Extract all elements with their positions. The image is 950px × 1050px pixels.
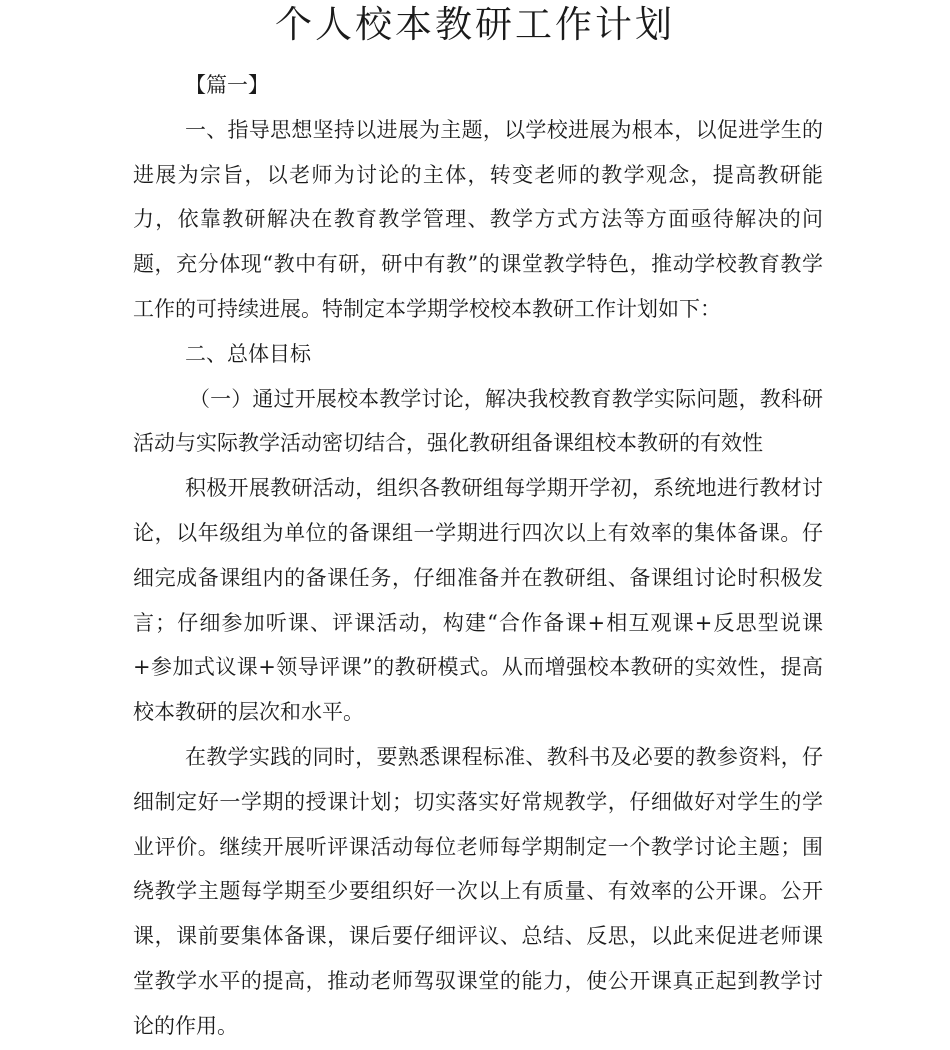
heading-overall-goals: 二、总体目标 — [185, 341, 311, 366]
paragraph-goal-one: （一）通过开展校本教学讨论，解决我校教育教学实际问题，教科研活动与实际教学活动密切结合，强化教研组备课组校本教研的有效性 — [133, 386, 823, 456]
document-title: 个人校本教研工作计划 — [275, 3, 675, 46]
paragraph-teaching-research-activities: 积极开展教研活动，组织各教研组每学期开学初，系统地进行教材讨论，以年级组为单位的备课组一学期进行四次以上有效率的集体备课。仔细完成备课组内的备课任务，仔细准备并在教研组、备课组讨论时积极发言；仔细参加听课、评课活动，构建“合作备课+相互观课+反思型说课+参加式议课+领导评课”的教研模式。从而增强校本教研的实效性，提高校本教研的层次和水平。 — [133, 476, 823, 725]
section-label: 【篇一】 — [185, 73, 269, 97]
document-body — [133, 63, 823, 1049]
paragraph-guiding-ideology: 一、指导思想坚持以进展为主题，以学校进展为根本，以促进学生的进展为宗旨，以老师为讨论的主体，转变老师的教学观念，提高教研能力，依靠教研解决在教育教学管理、教学方式方法等方面亟待解决的问题，充分体现“教中有研，研中有教”的课堂教学特色，推动学校教育教学工作的可持续进展。特制定本学期学校校本教研工作计划如下： — [133, 117, 823, 321]
paragraph-teaching-practice: 在教学实践的同时，要熟悉课程标准、教科书及必要的教参资料，仔细制定好一学期的授课计划；切实落实好常规教学，仔细做好对学生的学业评价。继续开展听评课活动每位老师每学期制定一个教学讨论主题；围绕教学主题每学期至少要组织好一次以上有质量、有效率的公开课。公开课，课前要集体备课，课后要仔细评议、总结、反思，以此来促进老师课堂教学水平的提高，推动老师驾驭课堂的能力，使公开课真正起到教学讨论的作用。 — [133, 744, 823, 1038]
